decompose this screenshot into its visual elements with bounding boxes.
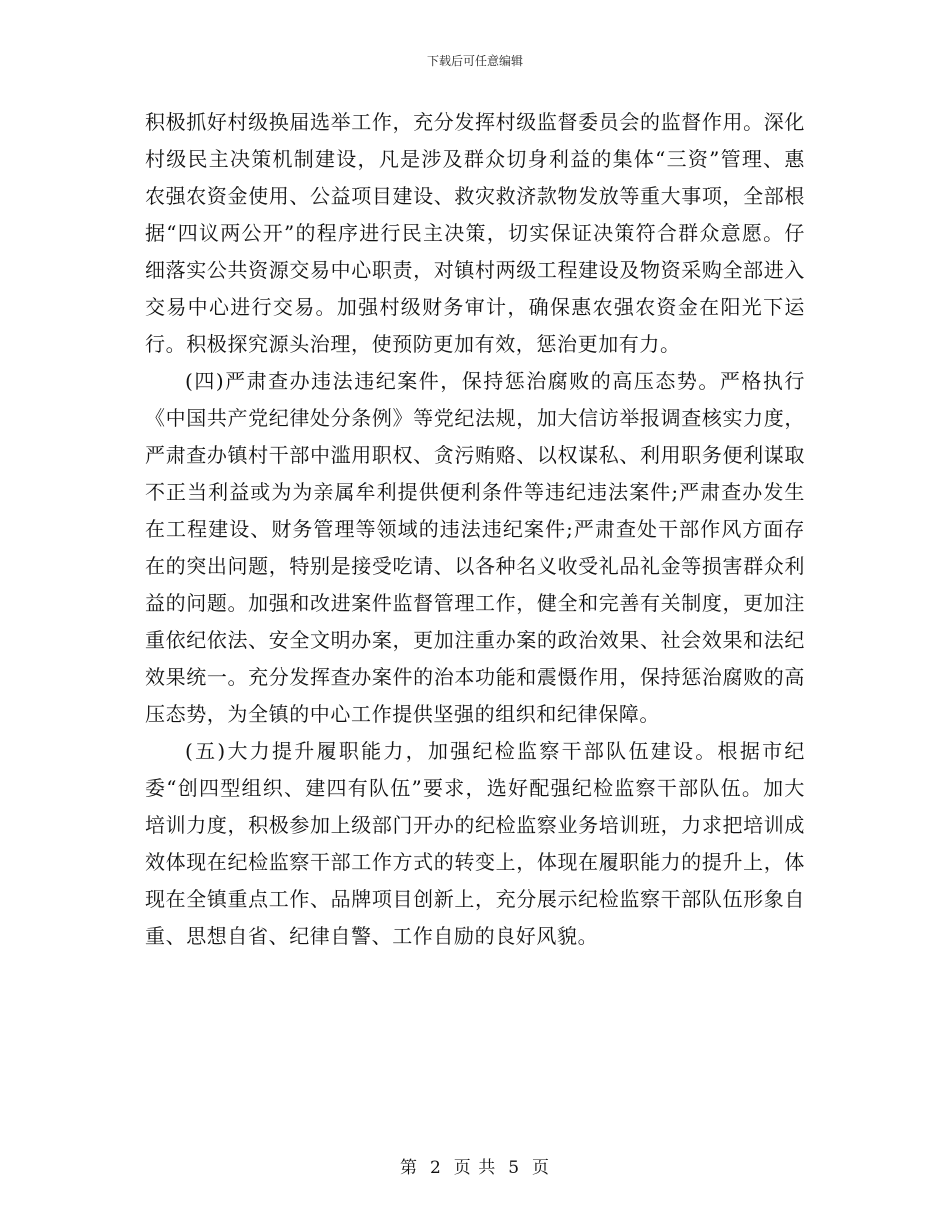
footer-suffix: 页 — [532, 1158, 551, 1178]
footer-middle: 页 共 — [453, 1158, 497, 1178]
footer-prefix: 第 — [399, 1158, 418, 1178]
footer-total-pages: 5 — [508, 1158, 521, 1178]
page-footer — [0, 1153, 950, 1178]
paragraph-3: (五)大力提升履职能力，加强纪检监察干部队伍建设。根据市纪委“创四型组织、建四有队伍”要求，选好配强纪检监察干部队伍。加大培训力度，积极参加上级部门开办的纪检监察业务培训班，力求把培训成效体现在纪检监察干部工作方式的转变上，体现在履职能力的提升上，体现在全镇重点工作、品牌项目创新上，充分展示纪检监察干部队伍形象自重、思想自省、纪律自警、工作自励的良好风貌。 — [145, 739, 805, 948]
footer-current-page: 2 — [429, 1158, 442, 1178]
page-header: 下载后可任意编辑 — [426, 54, 523, 68]
paragraph-1: 积极抓好村级换届选举工作，充分发挥村级监督委员会的监督作用。深化村级民主决策机制建设，凡是涉及群众切身利益的集体“三资”管理、惠农强农资金使用、公益项目建设、救灾救济款物发放等重大事项，全部根据“四议两公开”的程序进行民主决策，切实保证决策符合群众意愿。仔细落实公共资源交易中心职责，对镇村两级工程建设及物资采购全部进入交易中心进行交易。加强村级财务审计，确保惠农强农资金在阳光下运行。积极探究源头治理，使预防更加有效，惩治更加有力。 — [145, 110, 805, 356]
document-body — [145, 104, 805, 955]
paragraph-2: (四)严肃查办违法违纪案件，保持惩治腐败的高压态势。严格执行《中国共产党纪律处分条例》等党纪法规，加大信访举报调查核实力度，严肃查办镇村干部中滥用职权、贪污贿赂、以权谋私、利用职务便利谋取不正当利益或为为亲属牟利提供便利条件等违纪违法案件;严肃查办发生在工程建设、财务管理等领域的违法违纪案件;严肃查处干部作风方面存在的突出问题，特别是接受吃请、以各种名义收受礼品礼金等损害群众利益的问题。加强和改进案件监督管理工作，健全和完善有关制度，更加注重依纪依法、安全文明办案，更加注重办案的政治效果、社会效果和法纪效果统一。充分发挥查办案件的治本功能和震慑作用，保持惩治腐败的高压态势，为全镇的中心工作提供坚强的组织和纪律保障。 — [145, 369, 805, 726]
